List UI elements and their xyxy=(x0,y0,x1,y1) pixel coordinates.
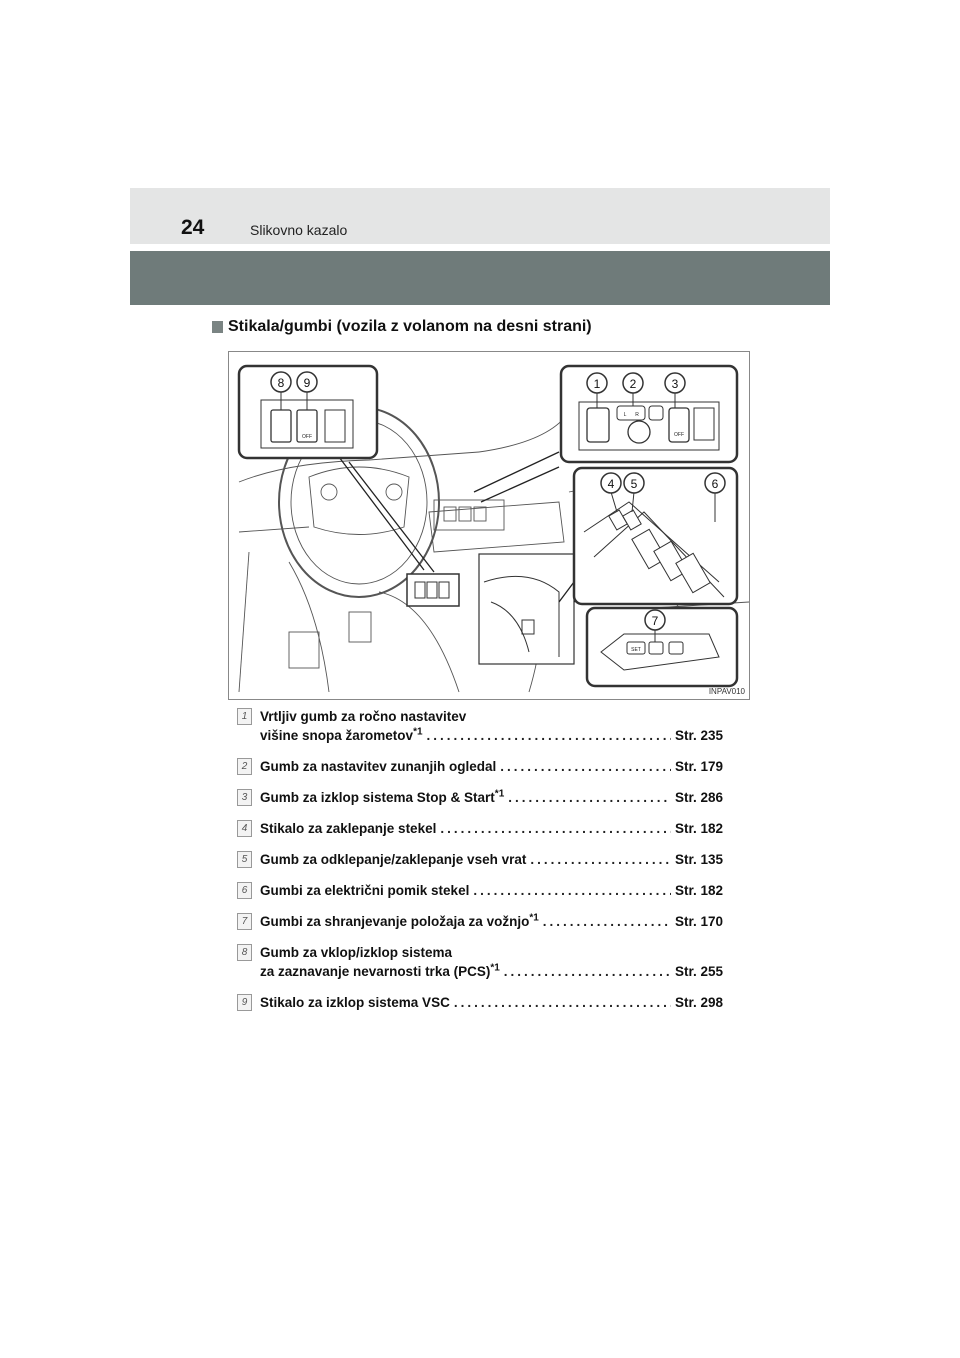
callout-1: 1 xyxy=(593,377,601,391)
page-reference: Str. 179 xyxy=(674,759,723,774)
mirror-left-label: L xyxy=(623,412,627,418)
callout-2: 2 xyxy=(629,377,637,391)
square-bullet-icon xyxy=(212,321,223,333)
chapter-band xyxy=(130,251,830,305)
callout-6: 6 xyxy=(711,477,719,491)
leader-dots xyxy=(500,757,671,776)
item-text: Gumb za nastavitev zunanjih ogledal xyxy=(260,759,497,774)
mirror-right-label: R xyxy=(635,412,639,418)
leader-dots xyxy=(543,912,671,931)
page-reference: Str. 182 xyxy=(674,883,723,898)
section-title xyxy=(212,318,592,336)
leader-dots xyxy=(504,962,671,981)
item-text: Gumbi za shranjevanje položaja za vožnjo$^{*1}$ xyxy=(260,912,539,929)
header-title: Slikovno kazalo xyxy=(250,222,348,238)
item-number: 3 xyxy=(237,789,252,806)
list-item xyxy=(237,881,723,900)
item-number: 5 xyxy=(237,851,252,868)
item-number: 6 xyxy=(237,882,252,899)
item-text: Vrtljiv gumb za ročno nastavitev xyxy=(260,709,467,724)
list-item xyxy=(237,993,723,1012)
list-item xyxy=(237,788,723,807)
list-item xyxy=(237,707,723,745)
page-reference: Str. 235 xyxy=(674,728,723,743)
callout-4: 4 xyxy=(607,477,615,491)
door-inset xyxy=(479,554,574,664)
item-number: 9 xyxy=(237,994,252,1011)
page-reference: Str. 135 xyxy=(674,852,723,867)
inset-mirror-headlight xyxy=(561,366,737,462)
page-reference: Str. 286 xyxy=(674,790,723,805)
list-item xyxy=(237,757,723,776)
callout-3: 3 xyxy=(671,377,679,391)
page-reference: Str. 298 xyxy=(674,995,723,1010)
leader-dots xyxy=(440,819,671,838)
page-reference: Str. 170 xyxy=(674,914,723,929)
section-title-text: Stikala/gumbi (vozila z volanom na desni strani) xyxy=(228,318,592,335)
item-text: Stikalo za zaklepanje stekel xyxy=(260,821,437,836)
leader-dots xyxy=(508,788,671,807)
item-text: višine snopa žarometov$^{*1}$ xyxy=(260,726,423,743)
leader-dots xyxy=(530,850,671,869)
leader-dots xyxy=(427,726,671,745)
list-item xyxy=(237,819,723,838)
list-item xyxy=(237,850,723,869)
callout-9: 9 xyxy=(303,376,311,390)
figure-code: INPAV010 xyxy=(708,687,745,696)
page-reference: Str. 182 xyxy=(674,821,723,836)
callout-5: 5 xyxy=(630,477,638,491)
item-number: 8 xyxy=(237,944,252,961)
header-band xyxy=(130,188,830,244)
leader-dots xyxy=(473,881,671,900)
item-list xyxy=(237,707,723,1024)
callout-7: 7 xyxy=(651,614,659,628)
inset-memory xyxy=(587,608,737,686)
page-number: 24 xyxy=(181,216,205,239)
item-number: 4 xyxy=(237,820,252,837)
item-text: Gumbi za električni pomik stekel xyxy=(260,883,470,898)
lower-switch-block xyxy=(407,574,459,606)
item-number: 2 xyxy=(237,758,252,775)
illustration-svg xyxy=(229,352,749,699)
page-reference: Str. 255 xyxy=(674,964,723,979)
list-item xyxy=(237,943,723,981)
stop-start-off-label: OFF xyxy=(674,432,684,438)
list-item xyxy=(237,912,723,931)
item-text: Gumb za izklop sistema Stop & Start$^{*1}$ xyxy=(260,788,505,805)
dashboard-illustration xyxy=(228,351,750,700)
vsc-off-label: OFF xyxy=(302,434,312,440)
item-text: Stikalo za izklop sistema VSC xyxy=(260,995,450,1010)
item-number: 1 xyxy=(237,708,252,725)
item-text: za zaznavanje nevarnosti trka (PCS)$^{*1}$ xyxy=(260,962,500,979)
item-number: 7 xyxy=(237,913,252,930)
callout-8: 8 xyxy=(277,376,285,390)
leader-dots xyxy=(454,993,671,1012)
item-text: Gumb za vklop/izklop sistema xyxy=(260,945,453,960)
memory-set-label: SET xyxy=(631,647,641,653)
item-text: Gumb za odklepanje/zaklepanje vseh vrat xyxy=(260,852,527,867)
